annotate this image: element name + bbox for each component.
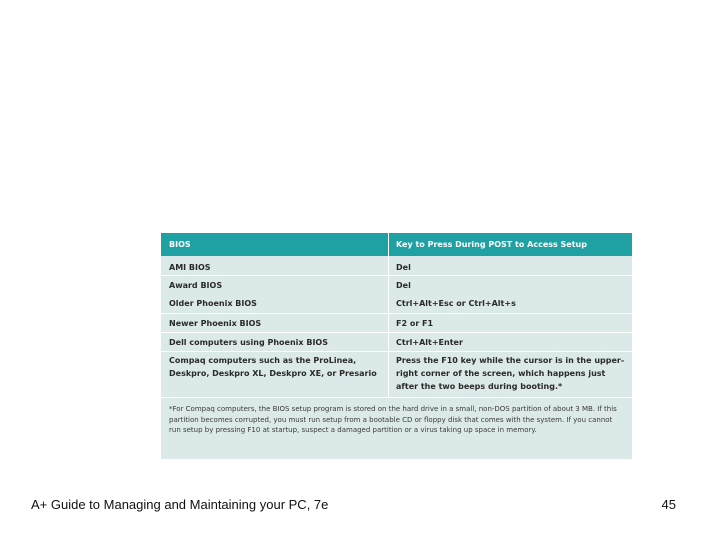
header-column-divider: [388, 233, 389, 256]
table-cell: Ctrl+Alt+Enter: [396, 338, 463, 347]
header-key-to-press: Key to Press During POST to Access Setup: [396, 240, 587, 249]
row-divider: [161, 397, 632, 398]
footer-book-title: A+ Guide to Managing and Maintaining your PC, 7e: [31, 497, 329, 512]
page-number: 45: [661, 497, 676, 512]
table-cell: Press the F10 key while the cursor is in the upper-right corner of the screen, which happens just after the two beeps during booting.*: [396, 356, 625, 391]
table-cell: Ctrl+Alt+Esc or Ctrl+Alt+s: [396, 299, 516, 308]
row-divider: [161, 351, 632, 352]
table-cell: Compaq computers such as the ProLinea, Deskpro, Deskpro XL, Deskpro XE, or Presario: [169, 356, 377, 378]
table-cell: Del: [396, 263, 411, 272]
bios-setup-keys-table: [161, 233, 632, 459]
table-cell: Del: [396, 281, 411, 290]
row-divider: [161, 332, 632, 333]
row-divider: [161, 275, 632, 276]
table-cell: Newer Phoenix BIOS: [169, 319, 262, 328]
table-cell: Dell computers using Phoenix BIOS: [169, 338, 328, 347]
table-cell: Award BIOS: [169, 281, 223, 290]
row-divider: [161, 313, 632, 314]
table-cell: Older Phoenix BIOS: [169, 299, 257, 308]
table-cell: AMI BIOS: [169, 263, 211, 272]
table-footnote: *For Compaq computers, the BIOS setup program is stored on the hard drive in a small, non-DOS partition of about 3 MB. If this partition becomes corrupted, you must run setup from a bootable CD or floppy disk that comes with the system. If you cannot run setup by pressing F10 at startup, suspect a damaged partition or a virus taking up space in memory.: [169, 405, 617, 434]
table-header-row: [161, 233, 632, 256]
table-cell: F2 or F1: [396, 319, 434, 328]
column-divider: [388, 256, 389, 397]
header-bios: BIOS: [169, 240, 191, 249]
